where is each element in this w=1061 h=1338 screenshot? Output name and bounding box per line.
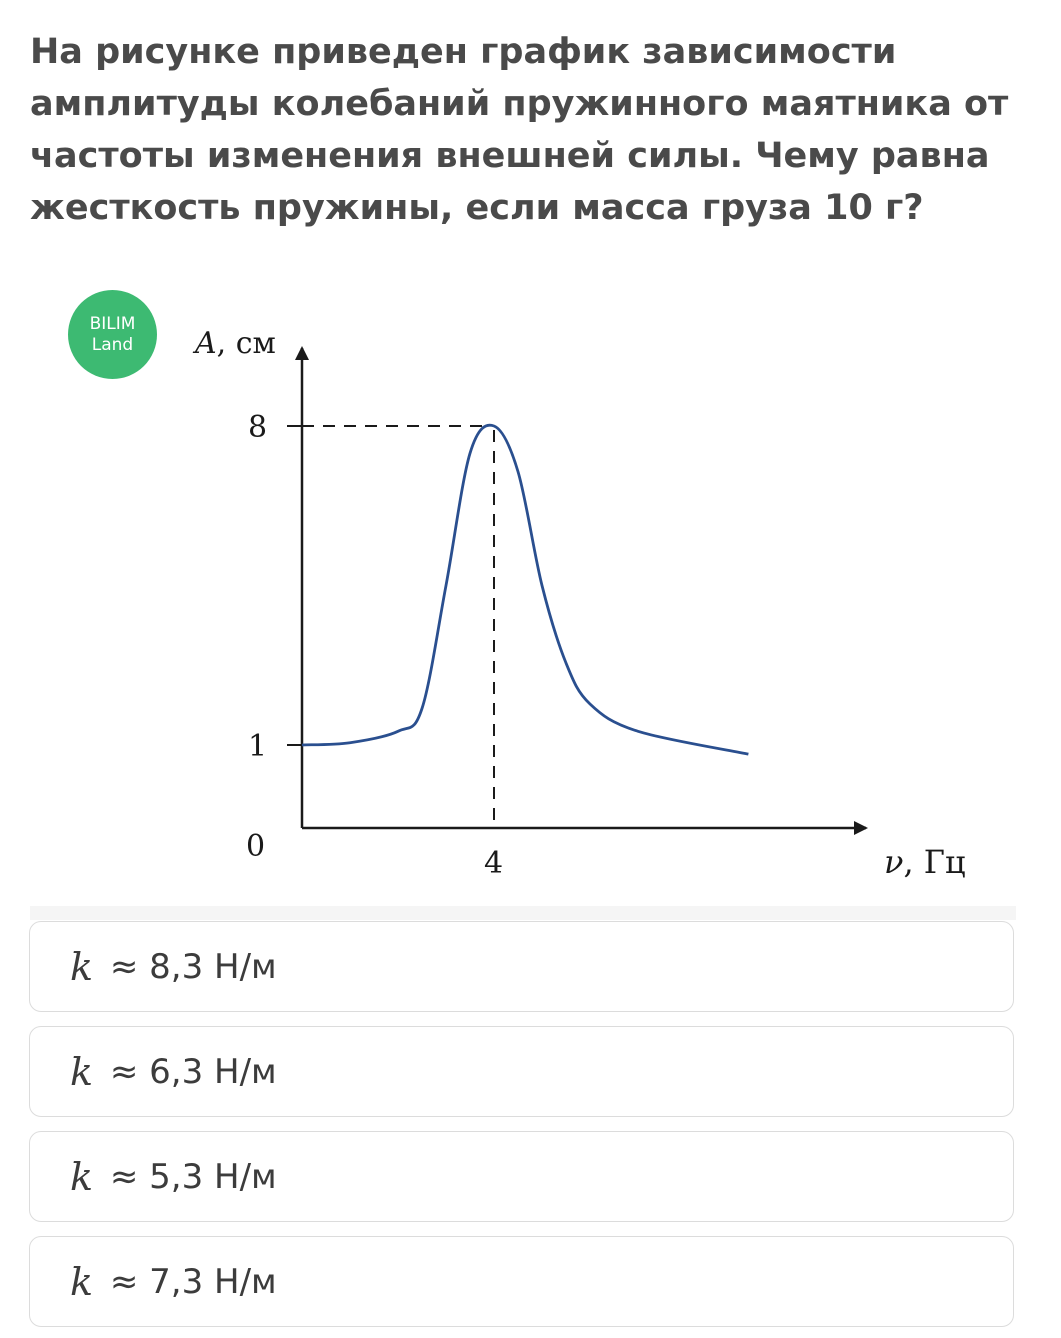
option-value: ≈ 6,3 Н/м: [99, 1051, 277, 1092]
divider-strip: [30, 906, 1016, 920]
resonance-chart: [0, 280, 1061, 890]
origin-label: 0: [246, 829, 266, 864]
y-tick-label-1: 1: [248, 729, 268, 764]
option-value: ≈ 7,3 Н/м: [99, 1261, 277, 1302]
answer-option-1[interactable]: [29, 921, 1014, 1012]
option-variable: k: [70, 1154, 94, 1199]
option-variable: k: [70, 1259, 94, 1304]
answer-option-4[interactable]: [29, 1236, 1014, 1327]
series-line-amplitude: [302, 425, 748, 754]
answer-option-2[interactable]: [29, 1026, 1014, 1117]
y-tick-label-8: 8: [248, 410, 268, 445]
x-tick-label-4: 4: [484, 846, 504, 881]
option-value: ≈ 8,3 Н/м: [99, 946, 277, 987]
logo-line2: Land: [91, 334, 134, 355]
option-value: ≈ 5,3 Н/м: [99, 1156, 277, 1197]
option-variable: k: [70, 944, 94, 989]
y-axis-label: A, см: [195, 326, 276, 361]
x-axis-label: ν, Гц: [884, 843, 966, 881]
option-variable: k: [70, 1049, 94, 1094]
answer-option-3[interactable]: [29, 1131, 1014, 1222]
logo-line1: BILIM: [89, 313, 136, 334]
question-text: На рисунке приведен график зависимости амплитуды колебаний пружинного маятника от частоты изменения внешней силы. Чему равна жесткость пружины, если масса груза 10 г?: [30, 32, 1009, 228]
